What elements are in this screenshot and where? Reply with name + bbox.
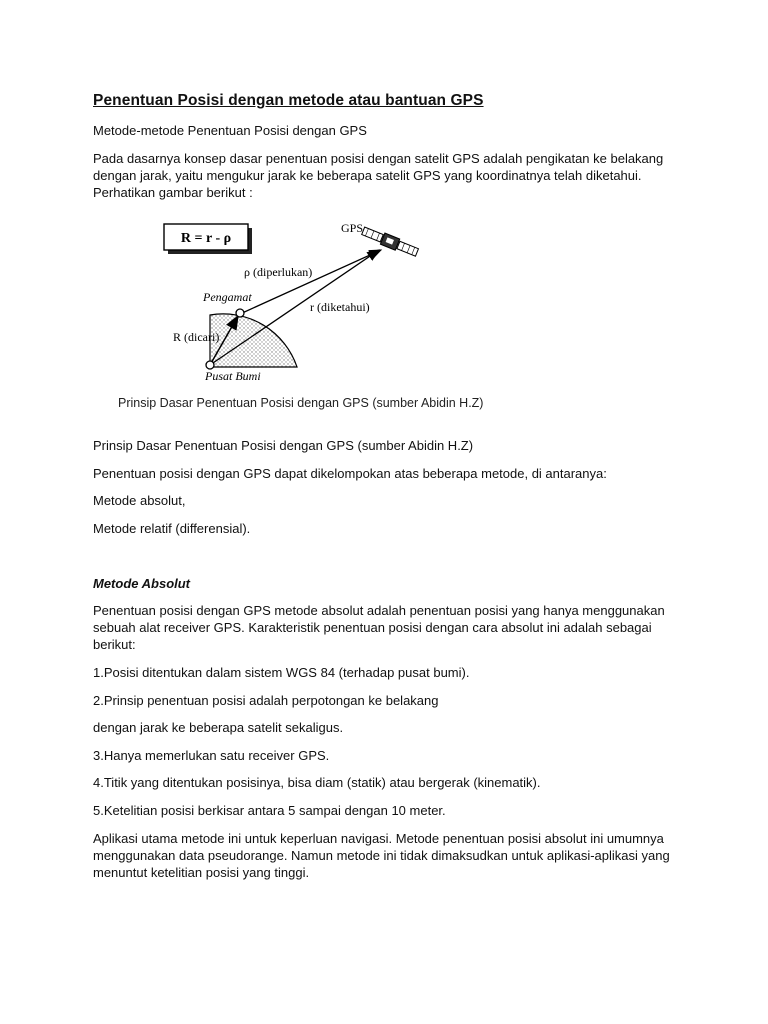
closing-line-3: menuntut ketelitian posisi yang tinggi. — [93, 865, 310, 880]
closing-line-2: menggunakan data pseudorange. Namun metode ini tidak dimaksudkan untuk aplikasi-aplikasi yang — [93, 848, 670, 863]
point-4: 4.Titik yang ditentukan posisinya, bisa diam (statik) atau bergerak (kinematik). — [93, 775, 541, 790]
intro-line-1: Pada dasarnya konsep dasar penentuan posisi dengan satelit GPS adalah pengikatan ke belakang — [93, 151, 664, 166]
point-1: 1.Posisi ditentukan dalam sistem WGS 84 (terhadap pusat bumi). — [93, 665, 470, 680]
earth-quadrant — [210, 314, 297, 367]
absolut-desc-line-2: sebuah alat receiver GPS. Karakteristik penentuan posisi dengan cara absolut ini adalah sebagai — [93, 620, 652, 635]
formula-text: R = r - ρ — [180, 231, 232, 246]
document-title: Penentuan Posisi dengan metode atau bantuan GPS — [93, 92, 484, 109]
caption-text: Prinsip Dasar Penentuan Posisi dengan GPS (sumber Abidin H.Z) — [93, 438, 474, 453]
observer-point — [236, 309, 244, 317]
point-5: 5.Ketelitian posisi berkisar antara 5 sampai dengan 10 meter. — [93, 803, 446, 818]
observer-label: Pengamat — [203, 290, 252, 304]
point-2: 2.Prinsip penentuan posisi adalah perpotongan ke belakang — [93, 693, 439, 708]
section-heading: Metode Absolut — [93, 576, 191, 591]
R-label: R (dicari) — [173, 330, 220, 344]
subtitle: Metode-metode Penentuan Posisi dengan GPS — [93, 123, 367, 138]
gps-principle-figure — [115, 215, 515, 415]
point-3: 3.Hanya memerlukan satu receiver GPS. — [93, 748, 330, 763]
method-relatif-item: Metode relatif (differensial). — [93, 521, 251, 536]
intro-line-3: Perhatikan gambar berikut : — [93, 185, 253, 200]
methods-intro: Penentuan posisi dengan GPS dapat dikelompokan atas beberapa metode, di antaranya: — [93, 466, 607, 481]
gps-diagram — [115, 215, 515, 415]
figure-caption: Prinsip Dasar Penentuan Posisi dengan GPS (sumber Abidin H.Z) — [118, 396, 484, 410]
closing-line-1: Aplikasi utama metode ini untuk keperluan navigasi. Metode penentuan posisi absolut ini umumnya — [93, 831, 664, 846]
earth-center-point — [206, 361, 214, 369]
method-absolut-item: Metode absolut, — [93, 493, 186, 508]
rho-label: ρ (diperlukan) — [244, 265, 313, 279]
center-label: Pusat Bumi — [205, 369, 261, 383]
absolut-desc-line-3: berikut: — [93, 637, 136, 652]
satellite-icon — [361, 225, 419, 258]
point-2-continued: dengan jarak ke beberapa satelit sekaligus. — [93, 720, 344, 735]
gps-label: GPS — [341, 221, 364, 235]
intro-line-2: dengan jarak, yaitu mengukur jarak ke beberapa satelit GPS yang koordinatnya telah diketahui. — [93, 168, 642, 183]
r-label: r (diketahui) — [310, 300, 370, 314]
absolut-desc-line-1: Penentuan posisi dengan GPS metode absolut adalah penentuan posisi yang hanya menggunakan — [93, 603, 665, 618]
